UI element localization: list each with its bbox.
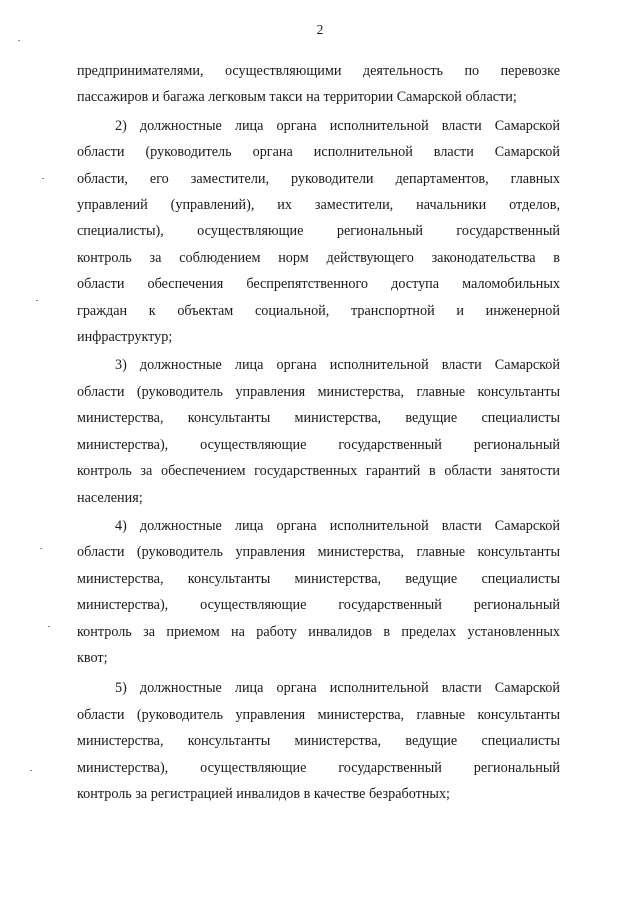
- paragraph-item-2: [77, 113, 560, 351]
- text-line: области, его заместители, руководители департаментов, главных: [77, 170, 560, 187]
- document-body: [77, 58, 560, 807]
- text-line: 4) должностные лица органа исполнительной власти Самарской: [115, 517, 560, 534]
- text-line: области обеспечения беспрепятственного доступа маломобильных: [77, 276, 560, 293]
- text-line: управлений (управлений), их заместители, начальники отделов,: [77, 197, 560, 214]
- text-line: министерства, консультанты министерства, ведущие специалисты: [77, 570, 560, 587]
- text-line: министерства, консультанты министерства, ведущие специалисты: [77, 410, 560, 427]
- text-line: министерства), осуществляющие государственный региональный: [77, 436, 560, 453]
- scan-speck: [42, 178, 44, 179]
- paragraph-item-4: [77, 513, 560, 671]
- text-line: министерства), осуществляющие государственный региональный: [77, 597, 560, 614]
- scan-speck: [48, 626, 50, 627]
- text-line: специалисты), осуществляющие региональный государственный: [77, 223, 560, 240]
- text-line: населения;: [77, 489, 143, 506]
- text-line: контроль за соблюдением норм действующего законодательства в: [77, 249, 560, 266]
- text-line: области (руководитель управления министерства, главные консультанты: [77, 544, 560, 561]
- text-line: предпринимателями, осуществляющими деятельность по перевозке: [77, 63, 560, 79]
- text-line: инфраструктур;: [77, 329, 173, 346]
- paragraph-continuation: [77, 58, 560, 111]
- text-line: контроль за приемом на работу инвалидов в пределах установленных: [77, 623, 560, 640]
- text-line: квот;: [77, 649, 108, 666]
- page-number: 2: [316, 22, 324, 37]
- text-line: граждан к объектам социальной, транспортной и инженерной: [77, 302, 560, 319]
- scan-speck: [18, 40, 20, 41]
- scan-speck: [36, 300, 38, 301]
- text-line: области (руководитель управления министерства, главные консультанты: [77, 383, 560, 400]
- text-line: пассажиров и багажа легковым такси на территории Самарской области;: [77, 89, 517, 106]
- text-line: министерства, консультанты министерства, ведущие специалисты: [77, 733, 560, 750]
- scan-speck: [40, 548, 42, 549]
- text-line: министерства), осуществляющие государственный региональный: [77, 759, 560, 776]
- text-line: 2) должностные лица органа исполнительной власти Самарской: [115, 117, 560, 134]
- text-line: контроль за регистрацией инвалидов в качестве безработных;: [77, 785, 450, 802]
- paragraph-item-3: [77, 352, 560, 510]
- paragraph-item-5: [77, 675, 560, 807]
- text-line: 5) должностные лица органа исполнительной власти Самарской: [115, 680, 560, 697]
- scan-speck: [30, 770, 32, 771]
- text-line: области (руководитель органа исполнительной власти Самарской: [77, 144, 560, 161]
- text-line: 3) должностные лица органа исполнительной власти Самарской: [115, 357, 560, 374]
- text-line: контроль за обеспечением государственных гарантий в области занятости: [77, 463, 560, 480]
- text-line: области (руководитель управления министерства, главные консультанты: [77, 706, 560, 723]
